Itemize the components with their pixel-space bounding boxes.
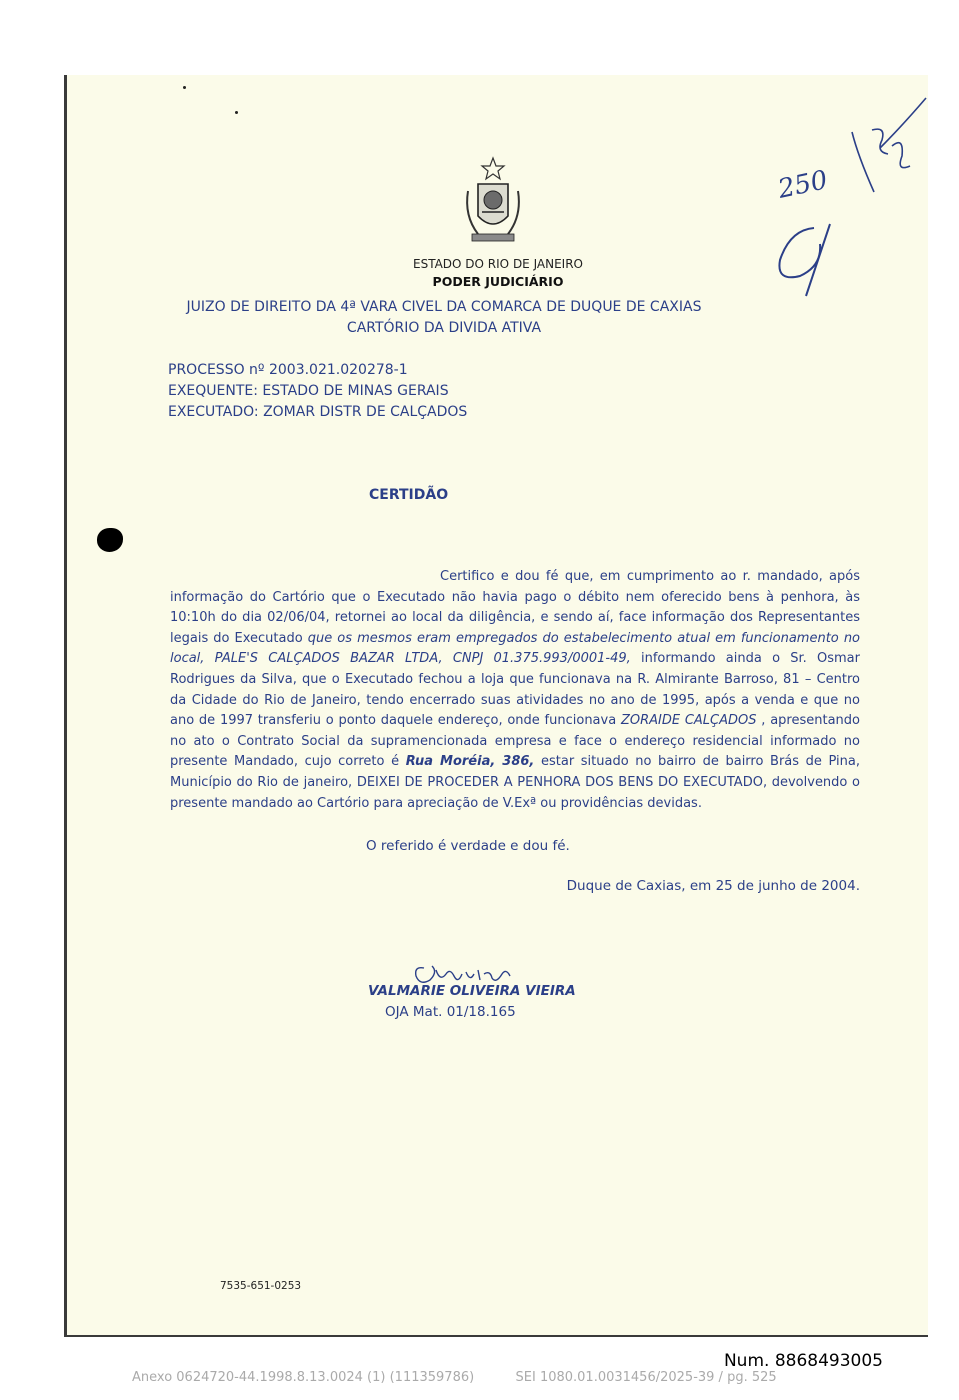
process-number: PROCESSO nº 2003.021.020278-1 <box>168 362 408 378</box>
plaintiff: EXEQUENTE: ESTADO DE MINAS GERAIS <box>168 383 449 399</box>
document-title: CERTIDÃO <box>369 487 449 503</box>
coat-of-arms-icon <box>458 156 528 248</box>
scan-edge-left <box>64 75 67 1337</box>
body-text: Certifico e dou fé que, em cumprimento ao r. mandado, após informação do Cartório que o Executado não havia pago o débito nem oferecido bens à penhora, às 10:10h do dia 02/06/04, retornei ao local da diligência, e sendo aí, face informação dos Representantes legais do Executado <box>170 569 860 646</box>
body-italic: ZORAIDE CALÇADOS <box>620 713 757 729</box>
signatory-name: VALMARIE OLIVEIRA VIEIRA <box>368 983 576 999</box>
body-text: informando ainda o Sr. Osmar Rodrigues da Silva, que o Executado fechou a loja que funcionava na R. Almirante Barroso, 81 – Centro da Cidade do Rio de Janeiro, tendo encerrado suas atividades no ano de 1995, após a venda e que no ano de 1997 transferiu o ponto daquele endereço, onde funcionava <box>170 651 860 729</box>
scan-edge-bottom <box>64 1335 928 1337</box>
court-name: JUIZO DE DIREITO DA 4ª VARA CIVEL DA COMARCA DE DUQUE DE CAXIAS <box>186 299 702 315</box>
body-text: , apresentando no ato o Contrato Social da supramencionada empresa e face o endereço residencial informado no presente Mandado, cujo correto é <box>170 713 860 770</box>
handwritten-page-number: 250 <box>775 165 831 205</box>
body-italic: que os mesmos eram empregados do estabelecimento atual em funcionamento no local, PALE'S CALÇADOS BAZAR LTDA, CNPJ 01.375.993/0001-49, <box>170 630 861 667</box>
header-state: ESTADO DO RIO DE JANEIRO <box>413 257 583 271</box>
closing-statement: O referido é verdade e dou fé. <box>366 838 570 854</box>
scan-speck <box>235 111 238 114</box>
defendant: EXECUTADO: ZOMAR DISTR DE CALÇADOS <box>168 404 468 420</box>
signatory-registration: OJA Mat. 01/18.165 <box>385 1004 516 1020</box>
address-bold: Rua Moréia, 386, <box>405 754 535 770</box>
footer-reference: Anexo 0624720-44.1998.8.13.0024 (1) (111359786) SEI 1080.01.0031456/2025-39 / pg. 525 <box>132 1370 777 1385</box>
date-line: Duque de Caxias, em 25 de junho de 2004. <box>566 878 860 894</box>
header-branch: PODER JUDICIÁRIO <box>432 274 564 289</box>
body-text: estar situado no bairro de bairro Brás de Pina, Município do Rio de janeiro, DEIXEI DE PROCEDER A PENHORA DOS BENS DO EXECUTADO, devolvendo o presente mandado ao Cartório para apreciação de V.Exª ou providências devidas. <box>170 754 860 811</box>
corner-initials-scribble <box>842 96 932 206</box>
scan-speck <box>183 86 186 89</box>
certificate-body <box>170 567 860 814</box>
registry-name: CARTÓRIO DA DIVIDA ATIVA <box>346 320 542 336</box>
document-number: Num. 8868493005 <box>723 1351 883 1371</box>
form-number: 7535-651-0253 <box>220 1280 302 1292</box>
rubric-scribble <box>770 220 840 300</box>
